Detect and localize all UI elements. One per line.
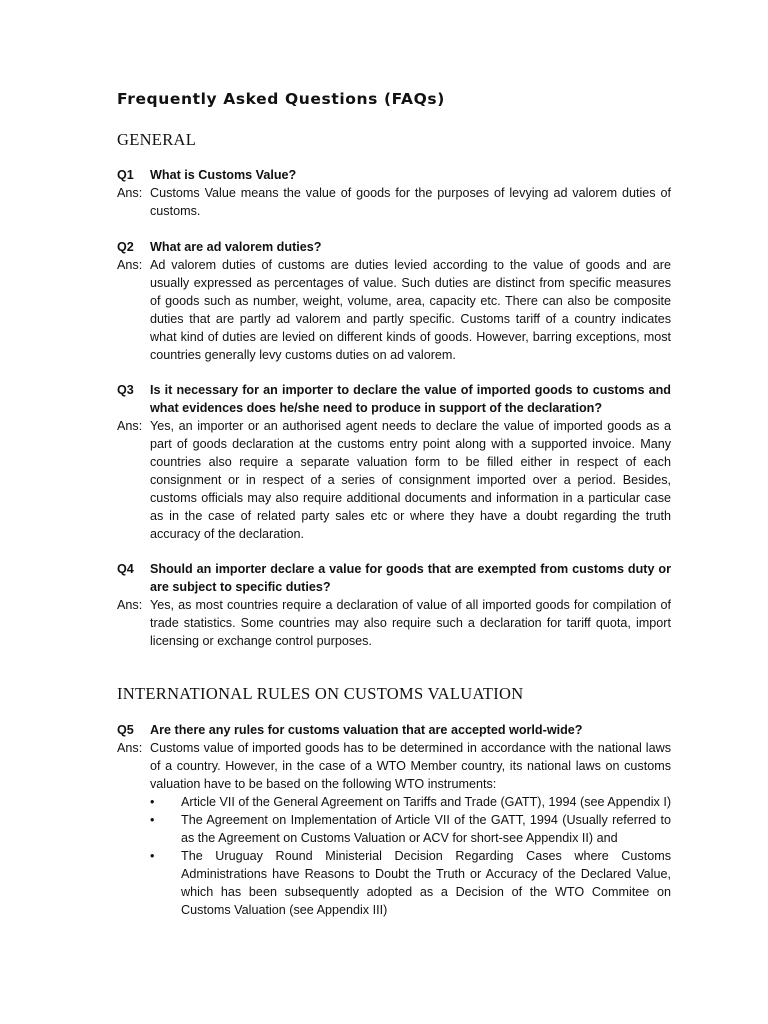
answer-label: Ans: <box>117 186 143 200</box>
bullet-icon: • <box>150 849 155 863</box>
bullet-list <box>150 793 671 919</box>
answer-label: Ans: <box>117 598 143 612</box>
question-label: Q1 <box>117 168 134 182</box>
question-row <box>117 381 671 417</box>
list-item <box>150 847 671 919</box>
question-label: Q5 <box>117 723 134 737</box>
question-label: Q3 <box>117 383 134 397</box>
question-text: What are ad valorem duties? <box>150 240 322 254</box>
answer-row <box>117 184 671 220</box>
answer-label: Ans: <box>117 741 143 755</box>
faq-item-q3 <box>117 381 671 543</box>
faq-item-q2 <box>117 238 671 364</box>
question-text: Is it necessary for an importer to declare the value of imported goods to customs and what evidences does he/she need to produce in support of the declaration? <box>150 383 671 415</box>
answer-row <box>117 739 671 919</box>
list-item <box>150 811 671 847</box>
section-heading-general: GENERAL <box>117 130 197 149</box>
question-row <box>117 166 671 184</box>
faq-item-q1 <box>117 166 671 220</box>
question-row <box>117 560 671 596</box>
answer-label: Ans: <box>117 258 143 272</box>
answer-text: Customs value of imported goods has to be determined in accordance with the national laws of a country. However, in the case of a WTO Member country, its national laws on customs valuation have to be based on the following WTO instruments: <box>150 741 671 791</box>
bullet-icon: • <box>150 813 155 827</box>
question-row <box>117 721 671 739</box>
answer-row <box>117 596 671 650</box>
question-label: Q4 <box>117 562 134 576</box>
bullet-icon: • <box>150 795 155 809</box>
answer-text: Yes, as most countries require a declaration of value of all imported goods for compilation of trade statistics. Some countries may also require such a declaration for tariff quota, import licensing or exchange control purposes. <box>150 598 671 648</box>
answer-text: Customs Value means the value of goods for the purposes of levying ad valorem duties of customs. <box>150 186 671 218</box>
question-label: Q2 <box>117 240 134 254</box>
question-row <box>117 238 671 256</box>
list-item-text: The Uruguay Round Ministerial Decision Regarding Cases where Customs Administrations have Reasons to Doubt the Truth or Accuracy of the Declared Value, which has been subsequently adopted as a Decision of the WTO Commitee on Customs Valuation (see Appendix III) <box>181 849 671 917</box>
page-title: Frequently Asked Questions (FAQs) <box>117 90 445 108</box>
question-text: Are there any rules for customs valuation that are accepted world-wide? <box>150 723 583 737</box>
faq-item-q4 <box>117 560 671 650</box>
list-item-text: Article VII of the General Agreement on Tariffs and Trade (GATT), 1994 (see Appendix I) <box>181 795 672 809</box>
faq-item-q5 <box>117 721 671 919</box>
answer-row <box>117 417 671 543</box>
section-heading-international-rules: INTERNATIONAL RULES ON CUSTOMS VALUATION <box>117 684 524 703</box>
question-text: Should an importer declare a value for goods that are exempted from customs duty or are subject to specific duties? <box>150 562 671 594</box>
answer-label: Ans: <box>117 419 143 433</box>
answer-text: Yes, an importer or an authorised agent needs to declare the value of imported goods as a part of goods declaration at the customs entry point along with a supported invoice. Many countries also require a separate valuation form to be filled either in respect of each consignment or in respect of a series of consignment imported over a period. Besides, customs officials may also require additional documents and information in a particular case as in the case of related party sales etc or where they have a doubt regarding the truth accuracy of the declaration. <box>150 419 671 541</box>
answer-text: Ad valorem duties of customs are duties levied according to the value of goods and are usually expressed as percentages of value. Such duties are distinct from specific measures of goods such as number, weight, volume, area, capacity etc. There can also be composite duties that are partly ad valorem and partly specific. Customs tariff of a country indicates what kind of duties are levied on different kinds of goods. However, barring exceptions, most countries generally levy customs duties on ad valorem. <box>150 258 671 362</box>
answer-row <box>117 256 671 364</box>
list-item-text: The Agreement on Implementation of Article VII of the GATT, 1994 (Usually referred to as the Agreement on Customs Valuation or ACV for short-see Appendix II) and <box>181 813 671 845</box>
answer-body <box>150 739 671 919</box>
question-text: What is Customs Value? <box>150 168 297 182</box>
list-item <box>150 793 671 811</box>
